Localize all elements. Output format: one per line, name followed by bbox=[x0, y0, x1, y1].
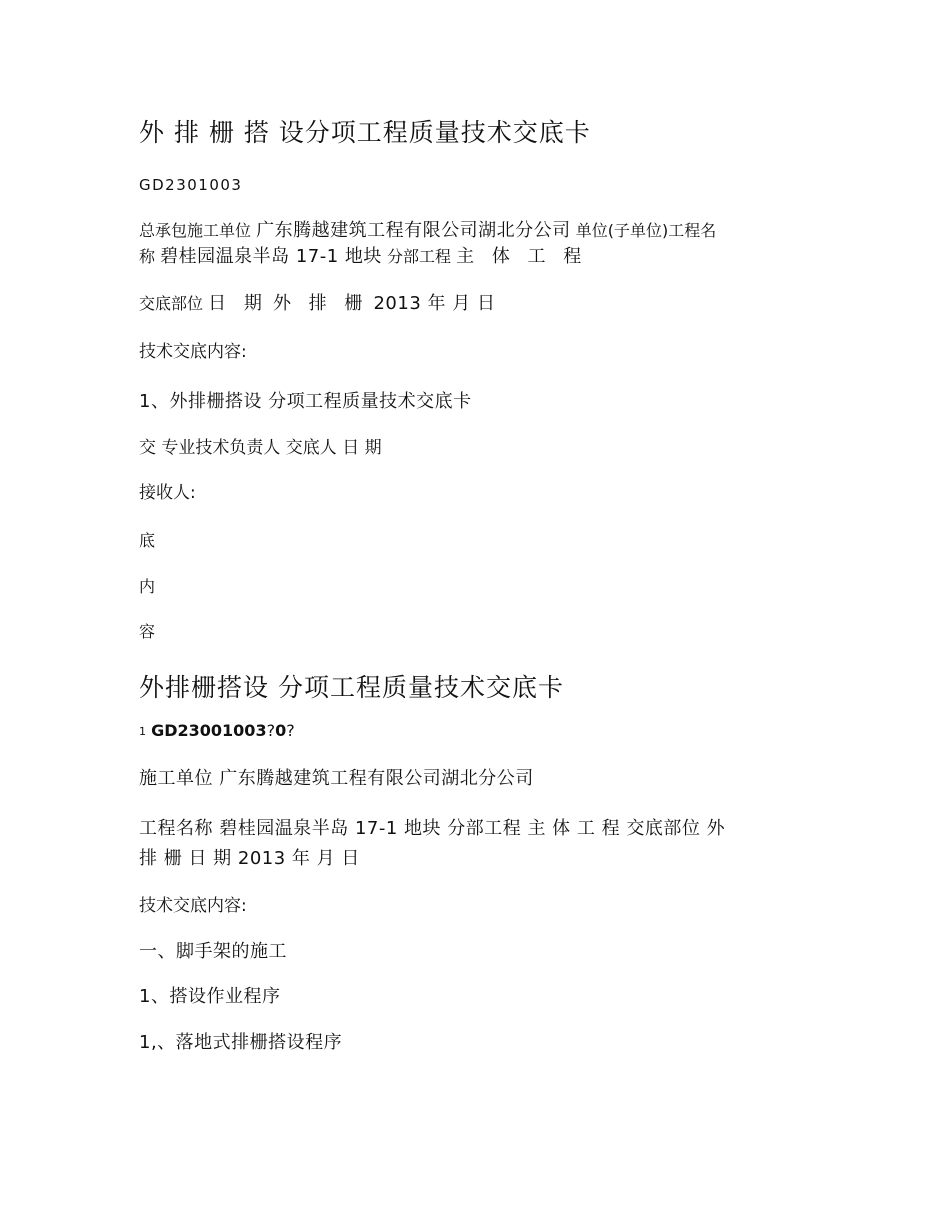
card1-title-rest: 设分项工程质量技术交底卡 bbox=[278, 118, 591, 147]
card2-code-prefix: 1 bbox=[139, 725, 146, 738]
date-value: 2013 年 月 日 bbox=[373, 293, 496, 314]
card2-code-zero: 0 bbox=[275, 721, 287, 740]
card2-project-line1: 工程名称 碧桂园温泉半岛 17-1 地块 分部工程 主 体 工 程 交底部位 外 bbox=[139, 818, 726, 839]
card2-code-bold: GD23001003 bbox=[151, 721, 267, 740]
contractor-label: 总承包施工单位 bbox=[139, 221, 252, 240]
card1-code: GD2301003 bbox=[139, 176, 243, 194]
card2-project-line2: 排 栅 日 期 2013 年 月 日 bbox=[139, 848, 360, 869]
card1-contractor-line bbox=[139, 222, 716, 240]
card2-sub1-1: 1,、落地式排栅搭设程序 bbox=[139, 1032, 343, 1053]
card1-location-line bbox=[139, 295, 495, 313]
card2-unit-line: 施工单位 广东腾越建筑工程有限公司湖北分公司 bbox=[139, 768, 534, 789]
card1-sign-line: 交 专业技术负责人 交底人 日 期 bbox=[139, 438, 382, 458]
card2-code-q1: ? bbox=[266, 721, 276, 740]
location-label: 交底部位 bbox=[139, 294, 204, 313]
card2-title: 外排栅搭设 分项工程质量技术交底卡 bbox=[139, 673, 564, 702]
card2-section1: 一、脚手架的施工 bbox=[139, 941, 287, 962]
card2-code-q2: ? bbox=[286, 721, 295, 740]
project-label-part2: 称 bbox=[139, 247, 156, 266]
card1-content-label: 技术交底内容: bbox=[139, 342, 247, 362]
card1-receiver: 接收人: bbox=[139, 483, 196, 503]
project-value: 碧桂园温泉半岛 17-1 地块 bbox=[160, 246, 382, 267]
card1-project-line bbox=[139, 248, 587, 266]
card2-code bbox=[139, 723, 295, 739]
card2-content-label: 技术交底内容: bbox=[139, 896, 247, 916]
card1-vertical-char: 底 bbox=[139, 531, 156, 550]
card1-title-spaced: 外 排 栅 搭 bbox=[139, 118, 270, 147]
card1-vertical-char: 内 bbox=[139, 577, 156, 596]
project-label-part1: 单位(子单位)工程名 bbox=[575, 221, 717, 240]
division-label: 分部工程 bbox=[387, 247, 452, 266]
division-value: 主 体 工 程 bbox=[456, 246, 588, 267]
location-value: 外 排 栅 bbox=[272, 293, 369, 314]
date-label: 日 期 bbox=[208, 293, 268, 314]
card2-sub1: 1、搭设作业程序 bbox=[139, 986, 281, 1007]
card1-vertical-char: 容 bbox=[139, 622, 156, 641]
card1-item1: 1、外排栅搭设 分项工程质量技术交底卡 bbox=[139, 391, 472, 412]
contractor-value: 广东腾越建筑工程有限公司湖北分公司 bbox=[256, 220, 571, 241]
card1-title bbox=[139, 120, 591, 145]
